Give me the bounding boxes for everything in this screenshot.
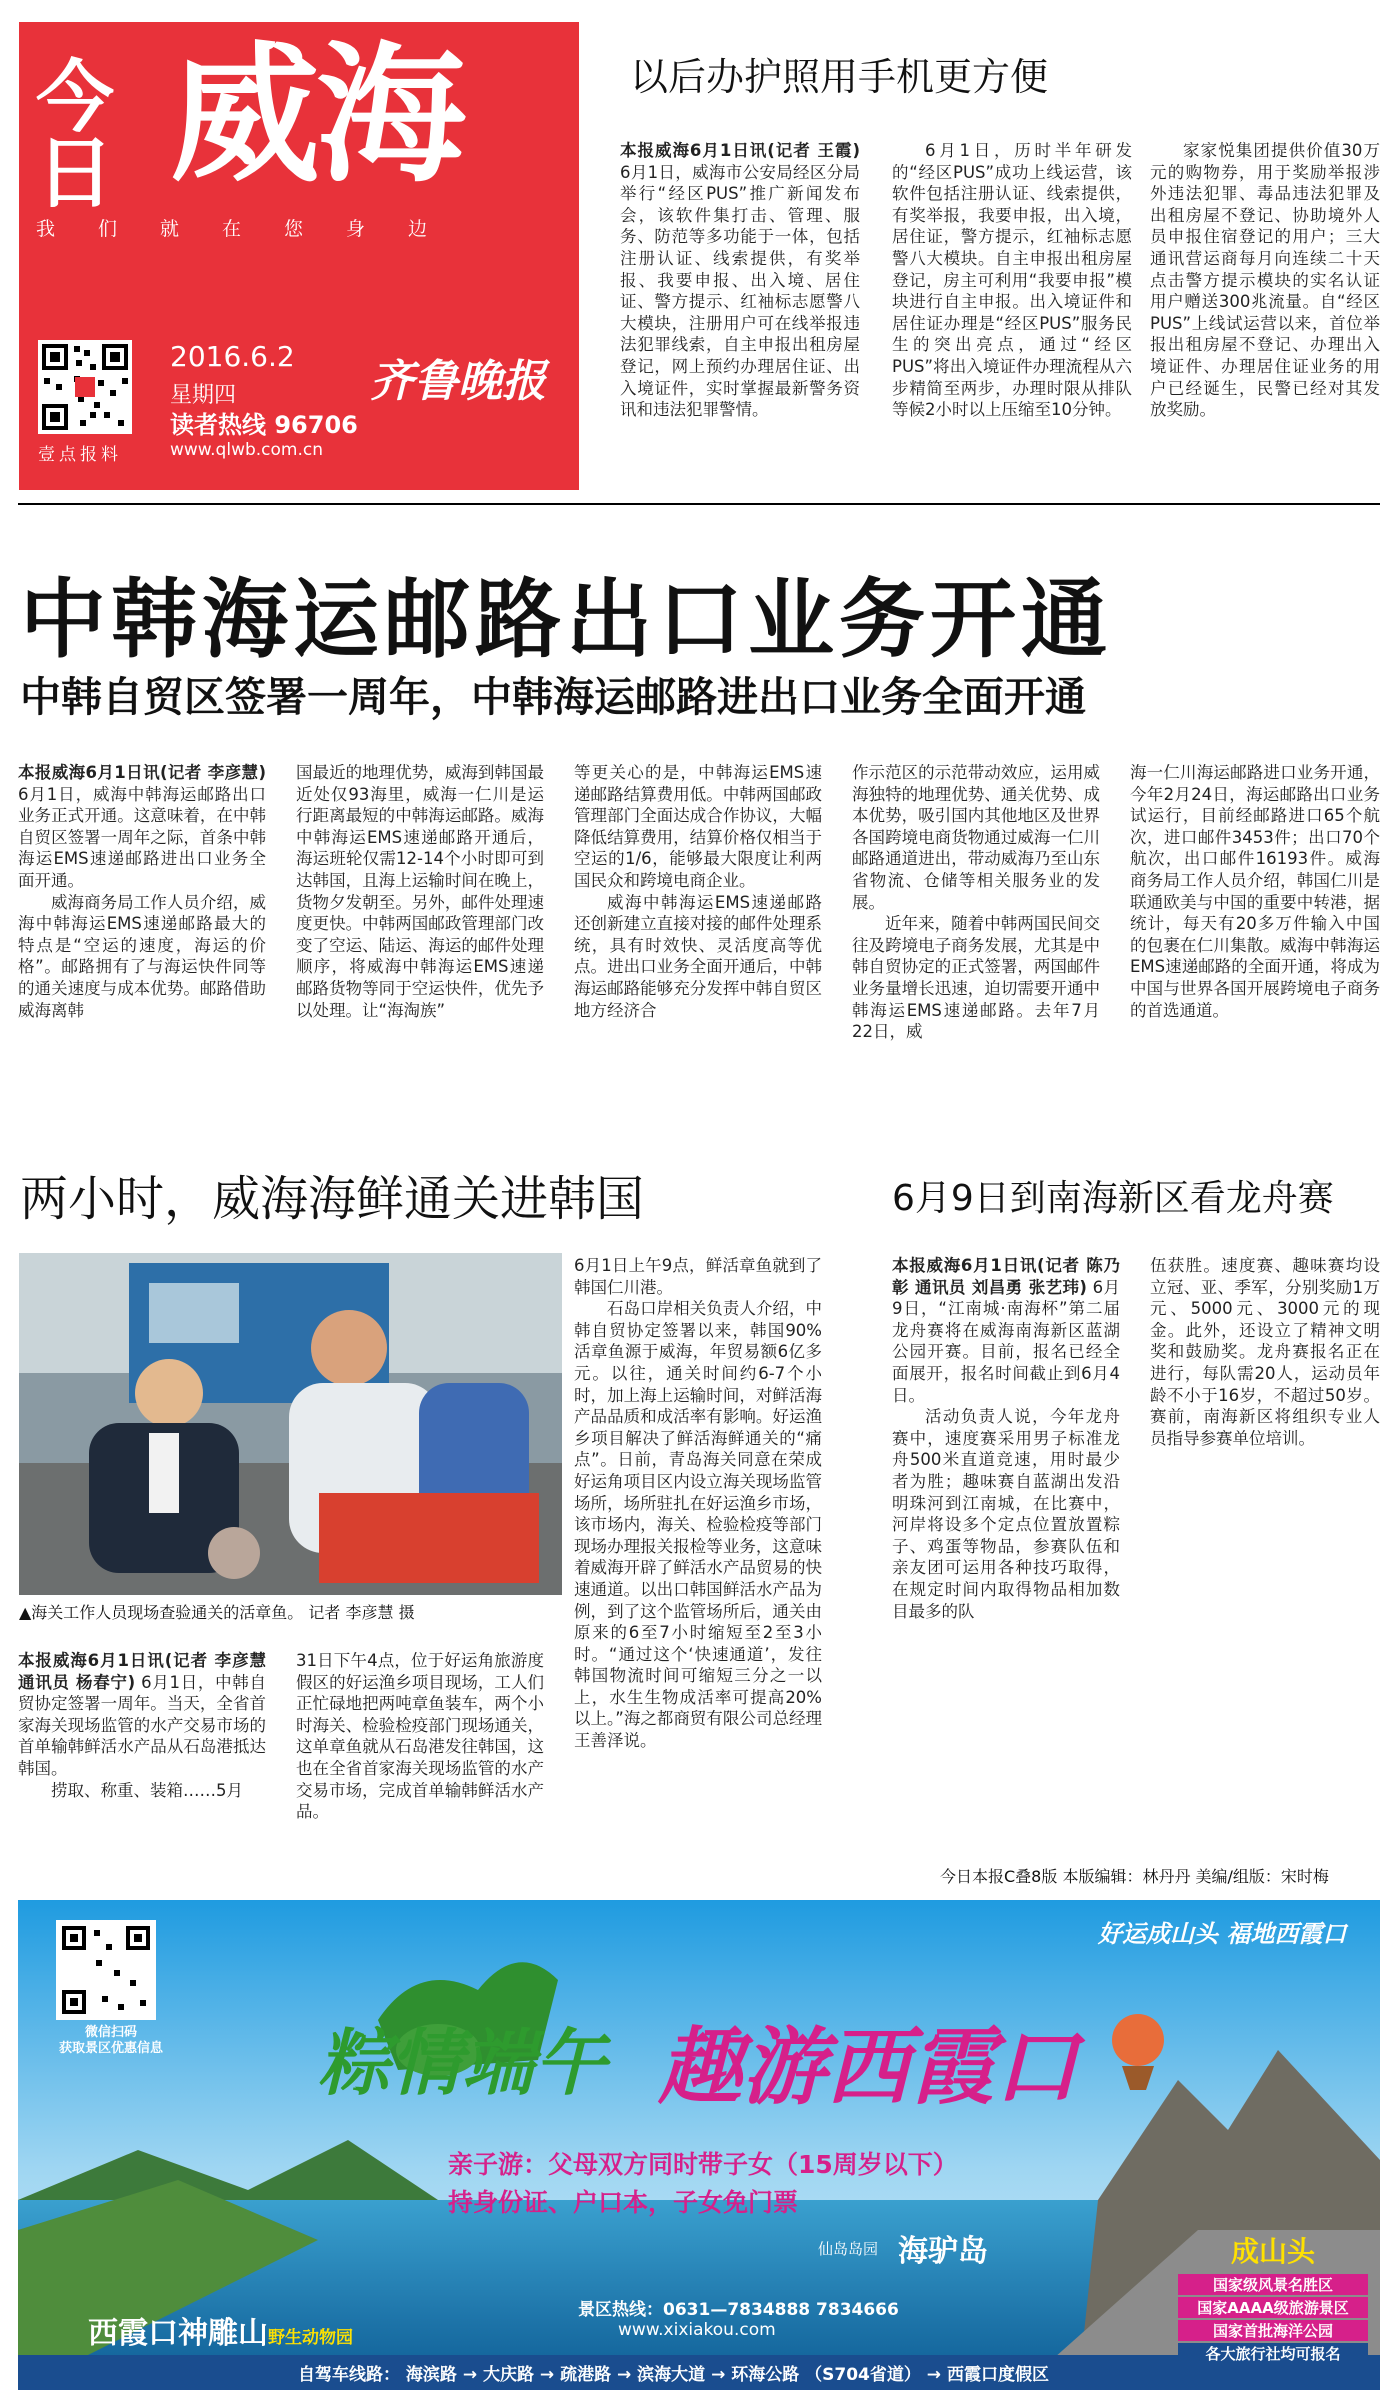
ad-promo-line-2: 持身份证、户口本，子女免门票 (448, 2188, 799, 2217)
ad-title-left: 粽情端午 (318, 2020, 607, 2105)
website-url[interactable]: www.qlwb.com.cn (170, 440, 323, 460)
paragraph: 31日下午4点，位于好运角旅游度假区的好运渔乡项目现场，工人们正忙碌地把两吨章鱼装车，两个小时海关、检验检疫部门现场通关，这单章鱼就从石岛港发往韩国，这也在全省首家海关现场监管的水产交易市场，完成首单输韩鲜活水产品。 (296, 1651, 544, 1822)
ad-website[interactable]: www.xixiakou.com (618, 2320, 776, 2340)
ad-cs-title: 成山头 (1230, 2235, 1315, 2268)
newspaper-brand: 齐鲁晚报 (370, 356, 546, 407)
paragraph-text: 6月1日，威海中韩海运邮路出口业务正式开通。这意味着，在中韩自贸区签署一周年之际，首条中韩海运EMS速递邮路进出口业务全面开通。 (18, 784, 266, 890)
editor-credit-line: 今日本报C叠8版 本版编辑：林丹丹 美编/组版：宋时梅 (940, 1867, 1329, 1886)
dateline: 本报威海6月1日讯(记者 陈乃彰 通讯员 刘昌勇 张艺玮) (892, 1256, 1120, 1297)
issue-date: 2016.6.2 (170, 340, 295, 373)
paragraph: 活动负责人说，今年龙舟赛中，速度赛采用男子标准龙舟500米直道竞速，用时最少者为胜；趣味赛自蓝湖出发沿明珠河到江南城，在比赛中，河岸将设多个定点位置放置粽子、鸡蛋等物品，参赛队伍和亲友团可运用各种技巧取得，在规定时间内取得物品相加数目最多的队 (892, 1407, 1120, 1621)
paragraph: 6月1日，历时半年研发的“经区PUS”成功上线运营，该软件包括注册认证、线索提供，有奖举报，我要申报，出入境，居住证，警方提示，红袖标志愿警八大模块。自主申报出租房屋登记，房主可利用“我要申报”模块进行自主申报。出入境证件和居住证办理是“经区PUS”服务民生的突出亮点，通过“经区PUS”将出入境证件办理流程从六步精简至两步，办理时限从排队等候2小时以上压缩至10分钟。 (892, 141, 1132, 420)
ad-cs-line: 各大旅行社均可报名 (1178, 2343, 1368, 2364)
story2-title: 两小时，威海海鲜通关进韩国 (20, 1171, 645, 1227)
main-story-column-5 (1130, 762, 1380, 1072)
paragraph: 作示范区的示范带动效应，运用威海独特的地理优势、通关优势、成本优势，吸引国内其他地区及世界各国跨境电商货物通过威海一仁川邮路通道进出，带动威海乃至山东省物流、仓储等相关服务业的发展。 (852, 763, 1100, 912)
ad-tagline: 好运成山头 福地西霞口 (1098, 1920, 1347, 1948)
story2-column-2 (296, 1650, 544, 1840)
ad-cs-line: 国家级风景名胜区 (1178, 2274, 1368, 2295)
paragraph (892, 1255, 1120, 1406)
dateline: 本报威海6月1日讯(记者 王霞) (620, 141, 860, 160)
ad-hotline[interactable]: 景区热线：0631—7834888 7834666 (578, 2300, 899, 2320)
ad-qr-caption-line: 获取景区优惠信息 (58, 2041, 163, 2056)
customs-inspection-photo (19, 1253, 562, 1595)
ad-chengshantou-box (1178, 2230, 1368, 2364)
paragraph (18, 1650, 266, 1780)
story3-column-1 (892, 1255, 1120, 1675)
ad-qr-caption-line: 微信扫码 (84, 2025, 137, 2040)
main-story-column-2 (296, 762, 544, 1072)
dateline: 本报威海6月1日讯(记者 李彦慧) (18, 763, 266, 782)
issue-weekday: 星期四 (170, 383, 237, 408)
main-story-column-1 (18, 762, 266, 1072)
ad-island-small: 仙岛岛园 (818, 2240, 879, 2258)
ad-park-name (88, 2308, 353, 2352)
masthead-logo: 威海 (170, 27, 463, 203)
masthead-slogan: 我们就在您身边 (36, 218, 471, 240)
main-story-subtitle: 中韩自贸区签署一周年，中韩海运邮路进出口业务全面开通 (20, 673, 1086, 721)
top-story-column-2 (892, 140, 1132, 490)
qr-caption: 壹点报料 (38, 445, 122, 465)
paragraph: 国最近的地理优势，威海到韩国最近处仅93海里，威海一仁川是运行距离最短的中韩海运邮路。威海中韩海运EMS速递邮路开通后，海运班轮仅需12-14个小时即可到达韩国，且海上运输时间在晚上，货物夕发朝至。另外，邮件处理速度更快。中韩两国邮政管理部门改变了空运、陆运、海运的邮件处理顺序，将威海中韩海运EMS速递邮路货物等同于空运快件，优先予以处理。让“海淘族” (296, 763, 544, 1020)
paragraph: 威海商务局工作人员介绍，威海中韩海运EMS速递邮路最大的特点是“空运的速度，海运的价格”。邮路拥有了与海运快件同等的通关速度与成本优势。邮路借助威海离韩 (18, 892, 266, 1020)
qr-code-icon[interactable] (38, 340, 132, 434)
paragraph: 伍获胜。速度赛、趣味赛均设立冠、亚、季军，分别奖励1万元、5000元、3000元的现金。此外，还设立了精神文明奖和鼓励奖。龙舟赛报名正在进行，每队需20人，运动员年龄不小于16岁，不超过50岁。赛前，南海新区将组织专业人员指导参赛单位培训。 (1150, 1256, 1380, 1448)
ad-cs-line: 国家首批海洋公园 (1178, 2320, 1368, 2341)
story2-column-3 (574, 1255, 822, 1840)
ad-cs-line: 国家AAAA级旅游景区 (1178, 2297, 1368, 2318)
paragraph: 捞取、称重、装箱……5月 (51, 1780, 243, 1800)
top-story-column-1 (620, 140, 860, 490)
ad-qr-caption (56, 2025, 166, 2057)
main-story-column-3 (574, 762, 822, 1072)
paragraph-text: 6月9日，“江南城·南海杯”第二届龙舟赛将在威海南海新区蓝湖公园开赛。目前，报名已经全面展开，报名时间截止到6月4日。 (892, 1277, 1120, 1405)
paragraph: 石岛口岸相关负责人介绍，中韩自贸协定签署以来，韩国90%活章鱼源于威海，年贸易额6亿多元。以往，通关时间约6-7个小时，加上海上运输时间，对鲜活海产品品质和成活率有影响。好运渔乡项目解决了鲜活海鲜通关的“痛点”。日前，青岛海关同意在荣成好运角项目区内设立海关现场监管场所，场所驻扎在好运渔乡市场，该市场内，海关、检验检疫等部门现场办理报关报检等业务，这意味着威海开辟了鲜活水产品贸易的快速通道。以出口韩国鲜活水产品为例，到了这个监管场所后，通关由原来的6至7小时缩短至2至3小时。“通过这个‘快速通道’，发往韩国物流时间可缩短三分之一以上，水生生物成活率可提高20%以上。”海之都商贸有限公司总经理王善泽说。 (574, 1299, 822, 1751)
dateline: 本报威海6月1日讯(记者 李彦慧 通讯员 杨春宁) (18, 1651, 266, 1692)
reader-hotline: 读者热线 96706 (170, 411, 358, 439)
section-divider (18, 503, 1380, 505)
ad-park-name-text: 西霞口神雕山 (88, 2316, 268, 2351)
paragraph-text: 6月1日，威海市公安局经区分局举行“经区PUS”推广新闻发布会，该软件集打击、管理、服务、防范等多功能于一体，包括注册认证、线索提供，有奖举报、我要申报、出入境、居住证、警方提示、红袖标志愿警八大模块，注册用户可在线举报违法犯罪线索，自主申报出租房屋登记，网上预约办理居住证、出入境证件，实时掌握最新警务资讯和违法犯罪警情。 (620, 162, 860, 420)
ad-driving-route: 自驾车线路： 海滨路 → 大庆路 → 疏港路 → 滨海大道 → 环海公路 （S704省道） → 西霞口度假区 (298, 2365, 1049, 2385)
masthead-logo-small: 今日 (36, 52, 109, 219)
advertisement-xixiakou[interactable] (18, 1900, 1380, 2390)
top-story-headline: 以后办护照用手机更方便 (630, 55, 1049, 99)
paragraph-text: 6月1日，中韩自贸协定签署一周年。当天，全省首家海关现场监管的水产交易市场的首单输韩鲜活水产品从石岛港抵达韩国。 (18, 1672, 266, 1778)
ad-title-right: 趣游西霞口 (658, 2017, 1079, 2116)
ad-island-large: 海驴岛 (898, 2234, 988, 2269)
paragraph (18, 762, 266, 892)
photo-caption: ▲海关工作人员现场查验通关的活章鱼。 记者 李彦慧 摄 (19, 1603, 415, 1622)
paragraph: 海一仁川海运邮路进口业务开通，今年2月24日，海运邮路出口业务试运行，目前经邮路进口65个航次，进口邮件3453件；出口70个航次，出口邮件16193件。威海商务局工作人员介绍，韩国仁川是联通欧美与中国的重要中转港，据统计，每天有20多万件输入中国的包裹在仁川集散。威海中韩海运EMS速递邮路的全面开通，将成为中国与世界各国开展跨境电子商务的首选通道。 (1130, 763, 1380, 1020)
top-story-column-3 (1150, 140, 1380, 490)
ad-park-suffix: 野生动物园 (268, 2328, 353, 2348)
paragraph: 威海中韩海运EMS速递邮路还创新建立直接对接的邮件处理系统，具有时效快、灵活度高等优点。进出口业务全面开通后，中韩海运邮路能够充分发挥中韩自贸区地方经济合 (574, 892, 822, 1020)
main-story-column-4 (852, 762, 1100, 1072)
story3-column-2 (1150, 1255, 1380, 1675)
story3-title: 6月9日到南海新区看龙舟赛 (892, 1178, 1334, 1219)
paragraph: 家家悦集团提供价值30万元的购物券，用于奖励举报涉外违法犯罪、毒品违法犯罪及出租房屋不登记、协助境外人员申报住宿登记的用户；三大通讯营运商每月向连续二十天点击警方提示模块的实名认证用户赠送300兆流量。自“经区PUS”上线试运营以来，首位举报出租房屋不登记、办理出入境证件、办理居住证业务的用户已经诞生，民警已经对其发放奖励。 (1150, 141, 1380, 420)
paragraph: 6月1日上午9点，鲜活章鱼就到了韩国仁川港。 (574, 1256, 822, 1297)
paragraph (620, 140, 860, 421)
main-story-title: 中韩海运邮路出口业务开通 (20, 570, 1112, 670)
ad-promo-line-1: 亲子游：父母双方同时带子女（15周岁以下） (448, 2150, 958, 2179)
paragraph: 近年来，随着中韩两国民间交往及跨境电子商务发展，尤其是中韩自贸协定的正式签署，两国邮件业务量增长迅速，迫切需要开通中韩海运EMS速递邮路。去年7月22日，威 (852, 914, 1100, 1042)
paragraph: 等更关心的是，中韩海运EMS速递邮路结算费用低。中韩两国邮政管理部门全面达成合作协议，大幅降低结算费用，结算价格仅相当于空运的1/6，能够最大限度让利两国民众和跨境电商企业。 (574, 763, 822, 890)
story2-column-1 (18, 1650, 266, 1840)
